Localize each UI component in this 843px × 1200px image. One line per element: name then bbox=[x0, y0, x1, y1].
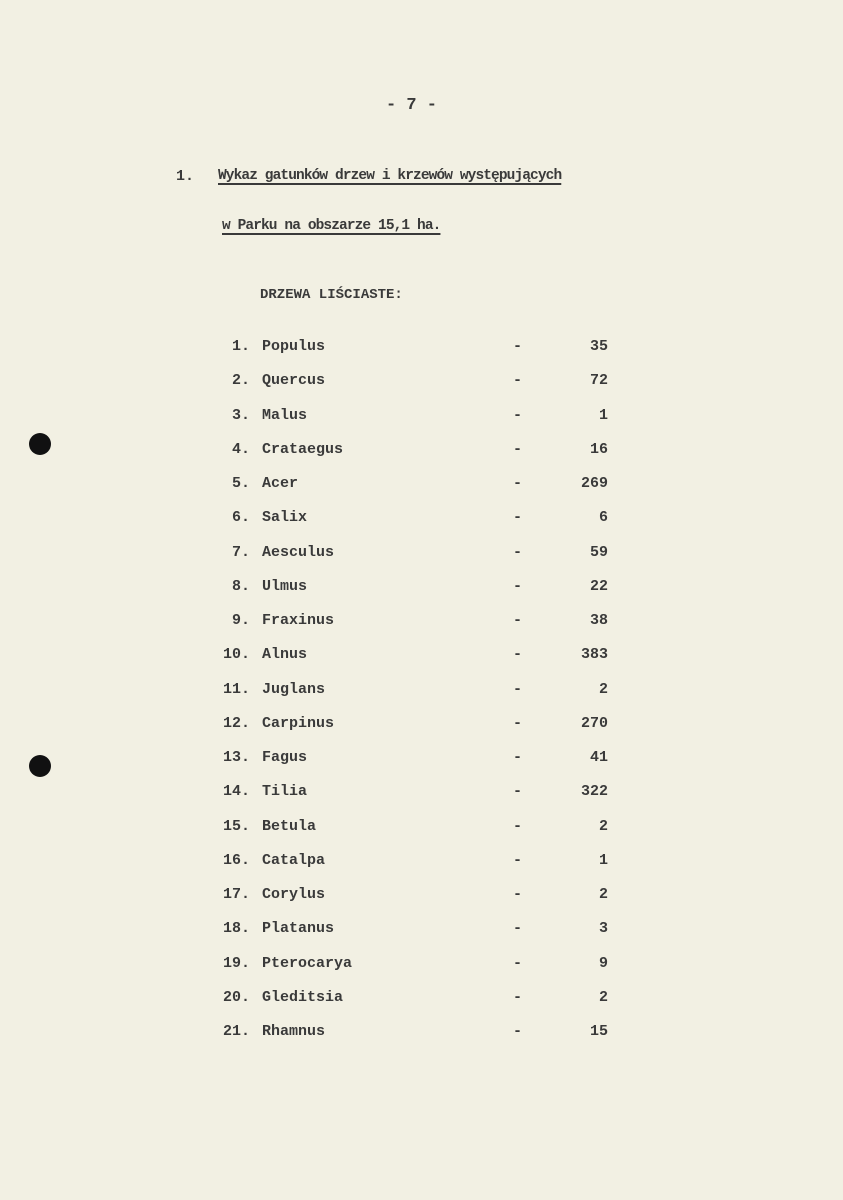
list-item bbox=[200, 989, 620, 1009]
separator-dash: - bbox=[513, 372, 523, 390]
tree-count: 2 bbox=[598, 886, 608, 903]
tree-count: 2 bbox=[598, 988, 608, 1006]
item-number: 2. bbox=[231, 372, 250, 390]
item-number: 14. bbox=[222, 783, 250, 801]
tree-count: 322 bbox=[580, 783, 608, 801]
list-item bbox=[200, 955, 620, 975]
tree-count: 1 bbox=[598, 851, 608, 869]
item-number: 15. bbox=[222, 817, 250, 835]
species-name: Platanus bbox=[262, 920, 335, 938]
list-heading: DRZEWA LIŚCIASTE: bbox=[260, 287, 403, 303]
item-number: 9. bbox=[231, 612, 250, 629]
species-name: Aesculus bbox=[262, 543, 335, 561]
list-item bbox=[200, 646, 620, 666]
species-name: Pterocarya bbox=[262, 954, 353, 972]
section-number: 1. bbox=[176, 168, 195, 185]
page-number: - 7 - bbox=[386, 96, 438, 115]
list-item bbox=[200, 509, 620, 529]
tree-count: 383 bbox=[580, 646, 608, 664]
list-item bbox=[200, 920, 620, 940]
list-item bbox=[200, 715, 620, 735]
species-name: Juglans bbox=[262, 680, 326, 698]
tree-count: 38 bbox=[589, 612, 608, 629]
species-name: Malus bbox=[262, 406, 308, 424]
item-number: 5. bbox=[231, 475, 250, 492]
species-name: Corylus bbox=[262, 886, 326, 903]
item-number: 17. bbox=[222, 886, 250, 903]
item-number: 4. bbox=[231, 440, 250, 458]
separator-dash: - bbox=[513, 988, 523, 1006]
separator-dash: - bbox=[513, 851, 523, 869]
tree-count: 22 bbox=[589, 577, 608, 595]
separator-dash: - bbox=[513, 577, 523, 595]
separator-dash: - bbox=[513, 680, 523, 698]
list-item bbox=[200, 749, 620, 769]
item-number: 21. bbox=[222, 1023, 250, 1040]
separator-dash: - bbox=[513, 954, 523, 972]
list-item bbox=[200, 338, 620, 358]
species-name: Tilia bbox=[262, 783, 308, 801]
list-item bbox=[200, 544, 620, 564]
separator-dash: - bbox=[513, 475, 523, 492]
item-number: 1. bbox=[231, 338, 250, 355]
tree-count: 72 bbox=[589, 372, 608, 390]
list-item bbox=[200, 681, 620, 701]
list-item bbox=[200, 578, 620, 598]
item-number: 11. bbox=[222, 680, 250, 698]
tree-count: 6 bbox=[598, 509, 608, 527]
species-name: Carpinus bbox=[262, 714, 335, 732]
separator-dash: - bbox=[513, 646, 523, 664]
separator-dash: - bbox=[513, 886, 523, 903]
separator-dash: - bbox=[513, 1023, 523, 1040]
item-number: 6. bbox=[231, 509, 250, 527]
species-name: Fraxinus bbox=[262, 612, 335, 629]
item-number: 8. bbox=[231, 577, 250, 595]
separator-dash: - bbox=[513, 612, 523, 629]
separator-dash: - bbox=[513, 509, 523, 527]
species-name: Catalpa bbox=[262, 851, 326, 869]
list-item bbox=[200, 818, 620, 838]
separator-dash: - bbox=[513, 543, 523, 561]
tree-count: 35 bbox=[589, 338, 608, 355]
separator-dash: - bbox=[513, 749, 523, 766]
species-name: Betula bbox=[262, 817, 317, 835]
tree-count: 1 bbox=[598, 406, 608, 424]
item-number: 10. bbox=[222, 646, 250, 664]
separator-dash: - bbox=[513, 920, 523, 938]
tree-count: 16 bbox=[589, 440, 608, 458]
item-number: 20. bbox=[222, 988, 250, 1006]
punch-hole bbox=[29, 433, 51, 455]
list-item bbox=[200, 612, 620, 632]
tree-count: 2 bbox=[598, 817, 608, 835]
tree-count: 9 bbox=[598, 954, 608, 972]
list-item bbox=[200, 407, 620, 427]
tree-count: 269 bbox=[580, 475, 608, 492]
separator-dash: - bbox=[513, 338, 523, 355]
item-number: 19. bbox=[222, 954, 250, 972]
separator-dash: - bbox=[513, 406, 523, 424]
species-name: Ulmus bbox=[262, 577, 308, 595]
list-item bbox=[200, 1023, 620, 1043]
separator-dash: - bbox=[513, 783, 523, 801]
tree-count: 3 bbox=[598, 920, 608, 938]
separator-dash: - bbox=[513, 817, 523, 835]
list-item bbox=[200, 372, 620, 392]
section-title-line2: w Parku na obszarze 15,1 ha. bbox=[222, 218, 441, 234]
item-number: 13. bbox=[222, 749, 250, 766]
species-name: Acer bbox=[262, 475, 299, 492]
tree-count: 270 bbox=[580, 714, 608, 732]
tree-count: 2 bbox=[598, 680, 608, 698]
list-item bbox=[200, 886, 620, 906]
item-number: 12. bbox=[222, 714, 250, 732]
item-number: 3. bbox=[231, 406, 250, 424]
species-name: Rhamnus bbox=[262, 1023, 326, 1040]
item-number: 18. bbox=[222, 920, 250, 938]
tree-count: 41 bbox=[589, 749, 608, 766]
species-name: Crataegus bbox=[262, 440, 344, 458]
species-name: Salix bbox=[262, 509, 308, 527]
item-number: 16. bbox=[222, 851, 250, 869]
list-item bbox=[200, 441, 620, 461]
species-name: Quercus bbox=[262, 372, 326, 390]
list-item bbox=[200, 783, 620, 803]
tree-count: 59 bbox=[589, 543, 608, 561]
separator-dash: - bbox=[513, 714, 523, 732]
species-name: Gleditsia bbox=[262, 988, 344, 1006]
punch-hole bbox=[29, 755, 51, 777]
list-item bbox=[200, 852, 620, 872]
species-name: Fagus bbox=[262, 749, 308, 766]
item-number: 7. bbox=[231, 543, 250, 561]
species-name: Alnus bbox=[262, 646, 308, 664]
section-title-line1: Wykaz gatunków drzew i krzewów występujących bbox=[218, 168, 562, 184]
separator-dash: - bbox=[513, 440, 523, 458]
list-item bbox=[200, 475, 620, 495]
tree-count: 15 bbox=[589, 1023, 608, 1040]
species-name: Populus bbox=[262, 338, 326, 355]
